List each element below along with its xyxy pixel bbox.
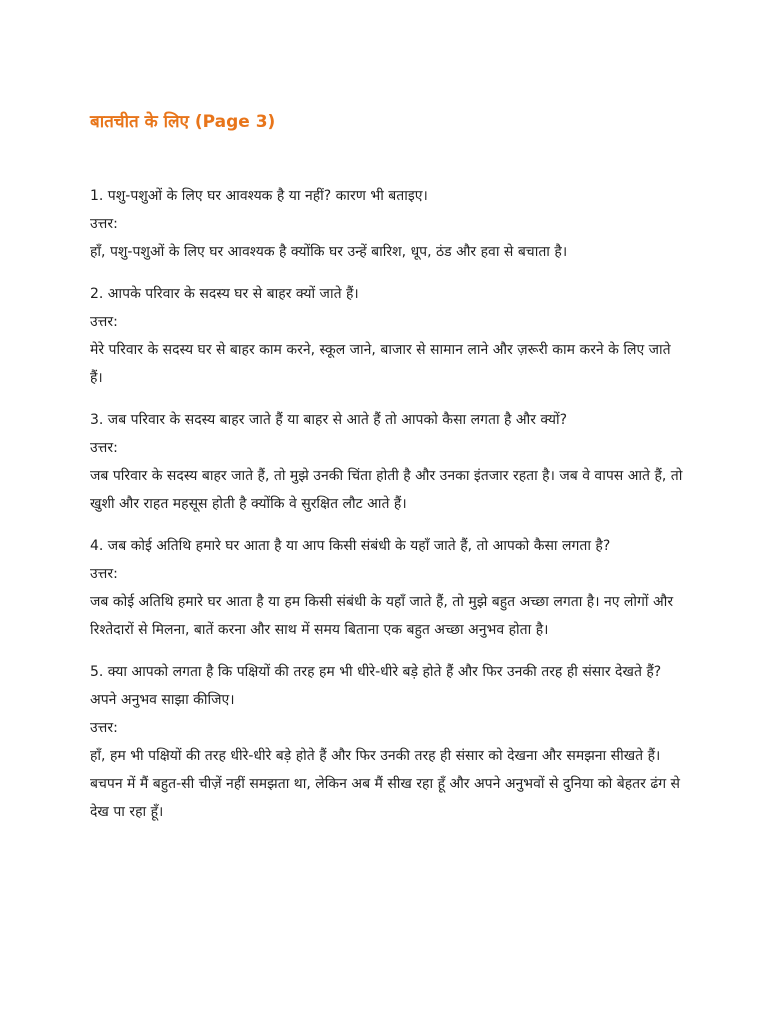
answer-label-2: उत्तर: <box>90 314 118 330</box>
answer-5: हाँ, हम भी पक्षियों की तरह धीरे-धीरे बड़े होते हैं और फिर उनकी तरह ही संसार को देखना और समझना सीखते हैं। बचपन में मैं बहुत-सी चीज़ें नहीं समझता था, लेकिन अब मैं सीख रहा हूँ और अपने अनुभवों से दुनिया को बेहतर ढंग से देख पा रहा हूँ। <box>90 748 681 820</box>
question-5: 5. क्या आपको लगता है कि पक्षियों की तरह हम भी धीरे-धीरे बड़े होते हैं और फिर उनकी तरह ही संसार देखते हैं? अपने अनुभव साझा कीजिए। <box>90 664 662 708</box>
page-title: बातचीत के लिए (Page 3) <box>90 112 276 132</box>
answer-label-3: उत्तर: <box>90 440 118 456</box>
question-2: 2. आपके परिवार के सदस्य घर से बाहर क्यों जाते हैं। <box>90 286 359 302</box>
answer-2: मेरे परिवार के सदस्य घर से बाहर काम करने, स्कूल जाने, बाजार से सामान लाने और ज़रूरी काम करने के लिए जाते हैं। <box>90 342 671 386</box>
qa-item-5 <box>90 658 688 826</box>
qa-item-2 <box>90 280 688 392</box>
answer-label-1: उत्तर: <box>90 216 118 232</box>
answer-3: जब परिवार के सदस्य बाहर जाते हैं, तो मुझे उनकी चिंता होती है और उनका इंतजार रहता है। जब वे वापस आते हैं, तो खुशी और राहत महसूस होती है क्योंकि वे सुरक्षित लौट आते हैं। <box>90 468 683 512</box>
question-1: 1. पशु-पशुओं के लिए घर आवश्यक है या नहीं? कारण भी बताइए। <box>90 188 428 204</box>
qa-item-3 <box>90 406 688 518</box>
qa-item-1 <box>90 182 688 266</box>
answer-1: हाँ, पशु-पशुओं के लिए घर आवश्यक है क्योंकि घर उन्हें बारिश, धूप, ठंड और हवा से बचाता है। <box>90 244 568 260</box>
answer-4: जब कोई अतिथि हमारे घर आता है या हम किसी संबंधी के यहाँ जाते हैं, तो मुझे बहुत अच्छा लगता है। नए लोगों और रिश्तेदारों से मिलना, बातें करना और साथ में समय बिताना एक बहुत अच्छा अनुभव होता है। <box>90 594 674 638</box>
question-4: 4. जब कोई अतिथि हमारे घर आता है या आप किसी संबंधी के यहाँ जाते हैं, तो आपको कैसा लगता है? <box>90 538 611 554</box>
answer-label-5: उत्तर: <box>90 720 118 736</box>
answer-label-4: उत्तर: <box>90 566 118 582</box>
question-3: 3. जब परिवार के सदस्य बाहर जाते हैं या बाहर से आते हैं तो आपको कैसा लगता है और क्यों? <box>90 412 568 428</box>
qa-item-4 <box>90 532 688 644</box>
